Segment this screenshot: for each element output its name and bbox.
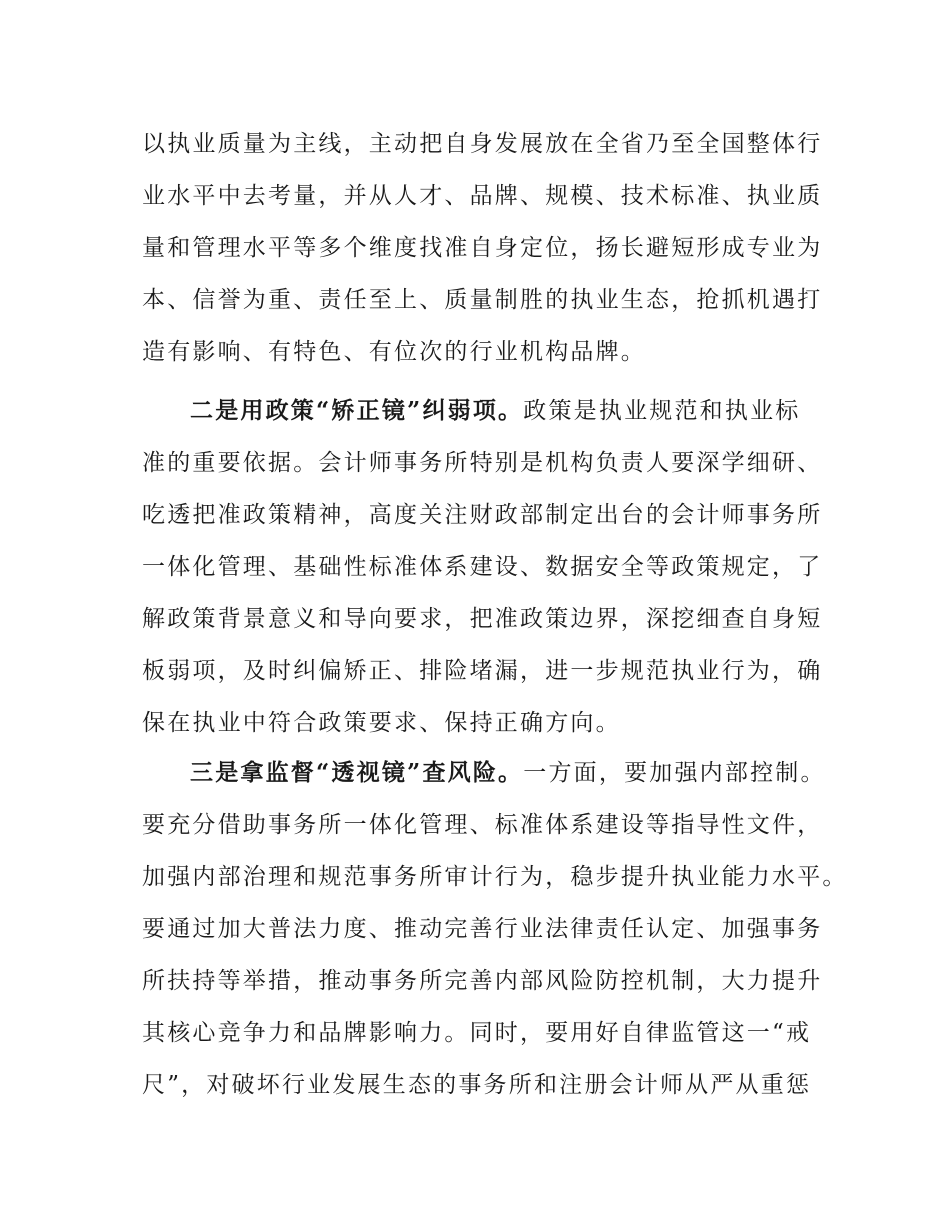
text-line: 要充分借助事务所一体化管理、标准体系建设等指导性文件， xyxy=(142,812,823,838)
text-line: 量和管理水平等多个维度找准自身定位，扬长避短形成专业为 xyxy=(142,235,823,261)
text-line: 本、信誉为重、责任至上、质量制胜的执业生态，抢抓机遇打 xyxy=(142,287,823,313)
text-line: 造有影响、有特色、有位次的行业机构品牌。 xyxy=(142,339,646,365)
text-line: 解政策背景意义和导向要求，把准政策边界，深挖细查自身短 xyxy=(142,606,823,632)
text-line: 加强内部治理和规范事务所审计行为，稳步提升执业能力水平。 xyxy=(142,864,848,890)
text-line: 所扶持等举措，推动事务所完善内部风险防控机制，大力提升 xyxy=(142,968,823,994)
heading-line-text: 政策是执业规范和执业标 xyxy=(523,398,801,424)
section-heading: 二是用政策“矫正镜”纠弱项。 xyxy=(190,397,524,424)
paragraph-supervision-risk xyxy=(142,747,848,1111)
text-line: 其核心竞争力和品牌影响力。同时，要用好自律监管这一“戒 xyxy=(142,1020,812,1046)
heading-line-text: 一方面，要加强内部控制。 xyxy=(523,760,826,786)
text-line: 以执业质量为主线，主动把自身发展放在全省乃至全国整体行 xyxy=(142,131,823,157)
heading-line xyxy=(142,385,822,437)
text-line: 保在执业中符合政策要求、保持正确方向。 xyxy=(142,710,621,736)
paragraph-policy-correction xyxy=(142,385,822,749)
paragraph-execution-quality xyxy=(142,118,822,378)
heading-line xyxy=(142,747,826,799)
text-line: 板弱项，及时纠偏矫正、排险堵漏，进一步规范执业行为，确 xyxy=(142,658,823,684)
text-line: 业水平中去考量，并从人才、品牌、规模、技术标准、执业质 xyxy=(142,183,823,209)
text-line: 要通过加大普法力度、推动完善行业法律责任认定、加强事务 xyxy=(142,916,823,942)
text-line: 一体化管理、基础性标准体系建设、数据安全等政策规定，了 xyxy=(142,554,823,580)
text-line: 尺”，对破坏行业发展生态的事务所和注册会计师从严从重惩 xyxy=(142,1072,812,1098)
text-line: 准的重要依据。会计师事务所特别是机构负责人要深学细研、 xyxy=(142,450,823,476)
text-line: 吃透把准政策精神，高度关注财政部制定出台的会计师事务所 xyxy=(142,502,823,528)
section-heading: 三是拿监督“透视镜”查风险。 xyxy=(190,759,524,786)
